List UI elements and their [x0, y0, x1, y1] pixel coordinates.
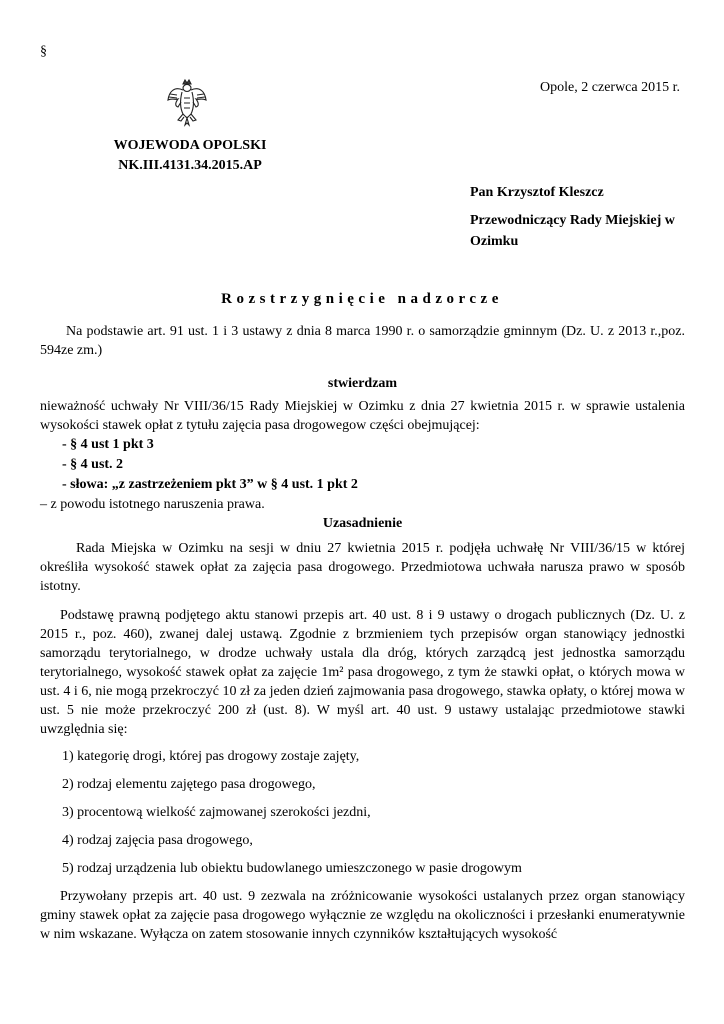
authority-name: WOJEWODA OPOLSKI: [113, 138, 267, 153]
addressee-title: Przewodniczący Rady Miejskiej w Ozimku: [470, 213, 675, 249]
issuing-authority-block: [90, 136, 290, 176]
addressee-name: Pan Krzysztof Kleszcz: [470, 185, 604, 200]
criteria-item: 1) kategorię drogi, której pas drogowy zostaje zajęty,: [62, 749, 360, 764]
justification-paragraph-2: Podstawę prawną podjętego aktu stanowi przepis art. 40 ust. 8 i 9 ustawy o drogach publicznych (Dz. U. z 2015 r., poz. 460), zwanej dalej ustawą. Zgodnie z brzmieniem tych przepisów organ stanowiący jednostki samorządu terytorialnego, w drodze uchwały ustala dla dróg, których zarządcą jest jednostka samorządu terytorialnego, wysokość stawek opłat za zajęcie 1m² pasa drogowego, z tym że stawki opłat, o których mowa w ust. 4 i 6, nie mogą przekroczyć 10 zł za jeden dzień zajmowania pasa drogowego, stawka opłaty, o której mowa w ust. 5 nie może przekroczyć 200 zł (ust. 8). W myśl art. 40 ust. 9 ustawy ustalając przedmiotowe stawki uwzględnia się:: [40, 608, 685, 737]
section-mark: §: [40, 44, 47, 59]
justification-paragraph-3: Przywołany przepis art. 40 ust. 9 zezwala na zróżnicowanie wysokości ustalanych przez organ stanowiący gminy stawek opłat za zajęcie pasa drogowego wyłącznie ze względu na okoliczności i przesłanki enumeratywnie w nim wskazane. Wyłącza on zatem stosowanie innych czynników kształtujących wysokość: [40, 889, 685, 942]
document-body: [40, 322, 685, 944]
justification-paragraph-1: Rada Miejska w Ozimku na sesji w dniu 27 kwietnia 2015 r. podjęła uchwałę Nr VIII/36/15 w której określiła wysokość stawek opłat za zajęcia pasa drogowego. Przedmiotowa uchwała narusza prawo w sposób istotny.: [40, 541, 685, 594]
decision-reason: – z powodu istotnego naruszenia prawa.: [40, 497, 265, 512]
criteria-item: 5) rodzaj urządzenia lub obiektu budowlanego umieszczonego w pasie drogowym: [62, 861, 522, 876]
criteria-item: 4) rodzaj zajęcia pasa drogowego,: [62, 833, 253, 848]
document-title: Rozstrzygnięcie nadzorcze: [221, 291, 503, 307]
place-and-date: Opole, 2 czerwca 2015 r.: [540, 80, 680, 95]
criteria-list: [40, 747, 685, 878]
justification-heading: Uzasadnienie: [322, 516, 403, 531]
decision-text: nieważność uchwały Nr VIII/36/15 Rady Miejskiej w Ozimku z dnia 27 kwietnia 2015 r. w sprawie ustalenia wysokości stawek opłat z tytułu zajęcia pasa drogowegow części obejmującej:: [40, 399, 685, 433]
legal-basis-paragraph: Na podstawie art. 91 ust. 1 i 3 ustawy z dnia 8 marca 1990 r. o samorządzie gminnym (Dz. U. z 2013 r.,poz. 594ze zm.): [40, 324, 685, 358]
eagle-emblem-icon: [166, 78, 208, 128]
criteria-item: 3) procentową wielkość zajmowanej szerokości jezdni,: [62, 805, 371, 820]
decision-item: - § 4 ust 1 pkt 3: [62, 437, 154, 452]
decision-heading: stwierdzam: [327, 376, 398, 391]
decision-item: - słowa: „z zastrzeżeniem pkt 3” w § 4 ust. 1 pkt 2: [62, 477, 358, 492]
decision-item: - § 4 ust. 2: [62, 457, 124, 472]
addressee-block: [470, 182, 695, 259]
criteria-item: 2) rodzaj elementu zajętego pasa drogowego,: [62, 777, 316, 792]
decision-items-list: [40, 435, 685, 495]
case-number: NK.III.4131.34.2015.AP: [118, 158, 262, 173]
